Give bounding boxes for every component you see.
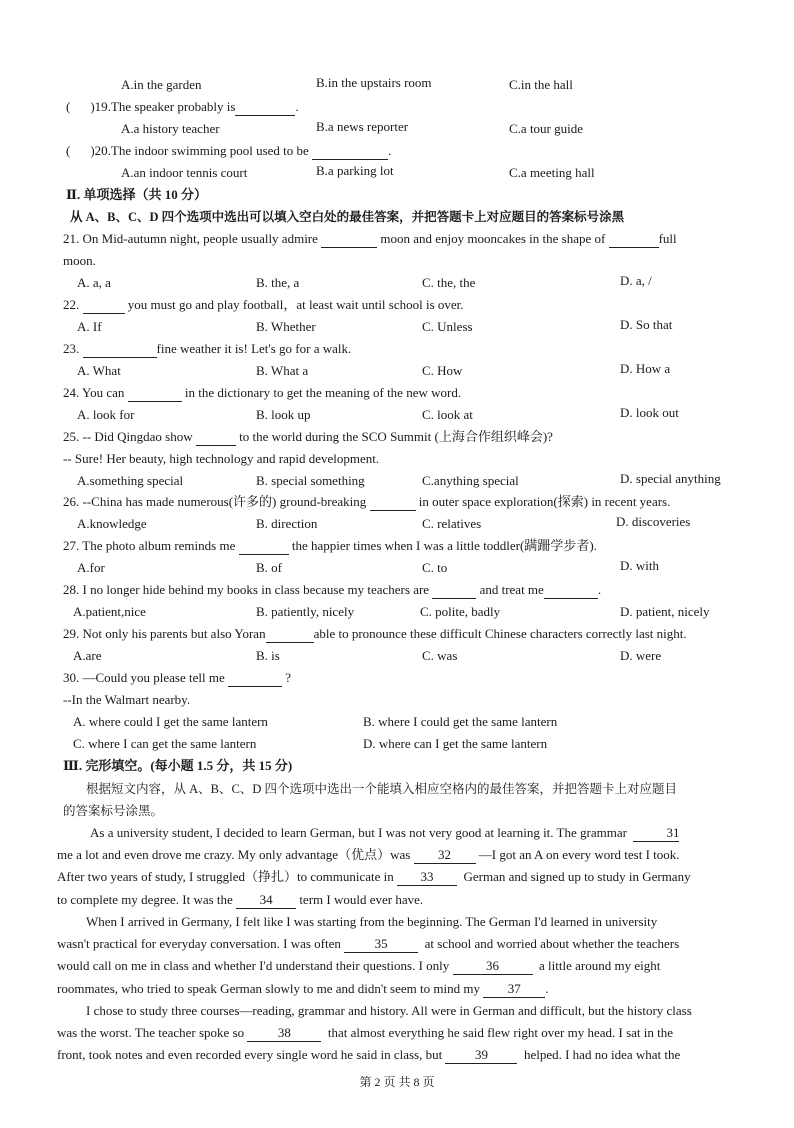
q27-option-a: A.for [77, 560, 105, 575]
passage-line: wasn't practical for everyday conversation. I was often 35 at school and worried about whether the teachers [57, 936, 680, 951]
section-2-instruction: 从 A、B、C、D 四个选项中选出可以填入空白处的最佳答案，并把答题卡上对应题目的答案标号涂黑 [70, 210, 625, 224]
q30-option-d: D. where can I get the same lantern [363, 736, 548, 751]
q30-answer-line: --In the Walmart nearby. [63, 692, 191, 707]
q21-option-b: B. the, a [256, 275, 300, 290]
q24-option-a: A. look for [77, 407, 135, 422]
section-3-instruction-line2: 的答案标号涂黑。 [63, 804, 164, 818]
q21-option-d: D. a, / [620, 273, 652, 288]
q23-option-c: C. How [422, 363, 463, 378]
q23-stem: 23. fine weather it is! Let's go for a walk. [63, 341, 352, 356]
q21-option-a: A. a, a [77, 275, 111, 290]
page-number: 第 2 页 共 8 页 [359, 1075, 435, 1089]
q24-option-d: D. look out [620, 405, 679, 420]
answer-blank [312, 143, 388, 160]
q21-stem: 21. On Mid-autumn night, people usually admire moon and enjoy mooncakes in the shape of full [63, 231, 677, 246]
q18-option-a: A.in the garden [121, 77, 202, 92]
passage-line: As a university student, I decided to learn German, but I was not very good at learning it. The grammar 31 [90, 825, 680, 840]
passage-line: me a lot and even drove me crazy. My only advantage（优点）was 32 —I got an A on every word test I took. [57, 847, 680, 862]
answer-blank [609, 231, 659, 248]
q22-option-d: D. So that [620, 317, 673, 332]
q26-stem: 26. --China has made numerous(许多的) ground-breaking in outer space exploration(探索) in recent years. [63, 494, 671, 509]
passage-line: roommates, who tried to speak German slowly to me and didn't seem to mind my 37 . [57, 981, 549, 996]
q23-option-b: B. What a [256, 363, 309, 378]
answer-blank [266, 626, 314, 643]
q22-option-a: A. If [77, 319, 102, 334]
q29-option-a: A.are [73, 648, 102, 663]
q23-option-d: D. How a [620, 361, 671, 376]
answer-blank [544, 582, 598, 599]
q25-option-a: A.something special [77, 473, 184, 488]
passage-line: was the worst. The teacher spoke so 38 that almost everything he said flew right over my head. I sat in the [57, 1025, 674, 1040]
q19-option-b: B.a news reporter [316, 119, 409, 134]
q27-stem: 27. The photo album reminds me the happier times when I was a little toddler(蹒跚学步者). [63, 538, 597, 553]
cloze-blank-36: 36 [453, 958, 533, 975]
q27-option-b: B. of [256, 560, 282, 575]
passage-line: After two years of study, I struggled（挣扎）to communicate in 33 German and signed up to study in Germany [57, 869, 691, 884]
answer-blank [83, 341, 157, 358]
q28-option-b: B. patiently, nicely [256, 604, 355, 619]
q26-option-d: D. discoveries [616, 514, 691, 529]
passage-line: I chose to study three courses—reading, grammar and history. All were in German and difficult, but the history class [86, 1003, 692, 1018]
passage-line: to complete my degree. It was the 34 term I would ever have. [57, 892, 424, 907]
answer-blank [432, 582, 476, 599]
q28-option-a: A.patient,nice [73, 604, 146, 619]
q20-stem: ( )20.The indoor swimming pool used to be . [66, 143, 392, 158]
q24-stem: 24. You can in the dictionary to get the meaning of the new word. [63, 385, 462, 400]
q26-option-c: C. relatives [422, 516, 482, 531]
q25-answer-line: -- Sure! Her beauty, high technology and rapid development. [63, 451, 380, 466]
cloze-blank-34: 34 [236, 892, 296, 909]
q30-option-b: B. where I could get the same lantern [363, 714, 558, 729]
q29-option-d: D. were [620, 648, 662, 663]
cloze-blank-31: 31 [633, 825, 679, 842]
q19-stem: ( )19.The speaker probably is . [66, 99, 299, 114]
section-2-title: Ⅱ. 单项选择（共 10 分） [66, 187, 207, 202]
q28-option-c: C. polite, badly [420, 604, 501, 619]
cloze-blank-33: 33 [397, 869, 457, 886]
q21-stem-cont: moon. [63, 253, 96, 268]
q26-option-a: A.knowledge [77, 516, 147, 531]
cloze-blank-38: 38 [247, 1025, 321, 1042]
q27-option-c: C. to [422, 560, 448, 575]
passage-line: front, took notes and even recorded every single word he said in class, but 39 helped. I had no idea what the [57, 1047, 681, 1062]
q30-option-c: C. where I can get the same lantern [73, 736, 257, 751]
q25-stem: 25. -- Did Qingdao show to the world during the SCO Summit (上海合作组织峰会)? [63, 429, 553, 444]
answer-blank [228, 670, 282, 687]
answer-blank [196, 429, 236, 446]
answer-blank [239, 538, 289, 555]
q30-option-a: A. where could I get the same lantern [73, 714, 268, 729]
section-3-instruction-line1: 根据短文内容，从 A、B、C、D 四个选项中选出一个能填入相应空格内的最佳答案，并把答题卡上对应题目 [86, 782, 677, 796]
q20-option-b: B.a parking lot [316, 163, 394, 178]
answer-blank [128, 385, 182, 402]
q20-option-c: C.a meeting hall [509, 165, 595, 180]
q19-option-c: C.a tour guide [509, 121, 584, 136]
q18-option-c: C.in the hall [509, 77, 573, 92]
q23-option-a: A. What [77, 363, 121, 378]
q22-stem: 22. you must go and play football，at least wait until school is over. [63, 297, 464, 312]
q30-stem: 30. —Could you please tell me ? [63, 670, 292, 685]
q27-option-d: D. with [620, 558, 659, 573]
q24-option-c: C. look at [422, 407, 473, 422]
q22-option-c: C. Unless [422, 319, 473, 334]
answer-blank [321, 231, 377, 248]
q21-option-c: C. the, the [422, 275, 476, 290]
cloze-blank-35: 35 [344, 936, 418, 953]
cloze-blank-37: 37 [483, 981, 545, 998]
answer-blank [235, 99, 295, 116]
q28-option-d: D. patient, nicely [620, 604, 710, 619]
q24-option-b: B. look up [256, 407, 311, 422]
answer-blank [370, 494, 416, 511]
q28-stem: 28. I no longer hide behind my books in class because my teachers are and treat me . [63, 582, 602, 597]
q26-option-b: B. direction [256, 516, 318, 531]
q29-option-c: C. was [422, 648, 458, 663]
answer-blank [83, 297, 125, 314]
q25-option-c: C.anything special [422, 473, 519, 488]
passage-line: When I arrived in Germany, I felt like I was starting from the beginning. The German I'd learned in university [86, 914, 658, 929]
q25-option-d: D. special anything [620, 471, 721, 486]
cloze-blank-32: 32 [414, 847, 476, 864]
cloze-blank-39: 39 [445, 1047, 517, 1064]
q19-option-a: A.a history teacher [121, 121, 220, 136]
section-3-title: Ⅲ. 完形填空。(每小题 1.5 分，共 15 分) [63, 758, 293, 773]
passage-line: would call on me in class and whether I'd understand their questions. I only 36 a little around my eight [57, 958, 661, 973]
q29-option-b: B. is [256, 648, 280, 663]
q20-option-a: A.an indoor tennis court [121, 165, 248, 180]
q29-stem: 29. Not only his parents but also Yoran able to pronounce these difficult Chinese characters correctly last night. [63, 626, 687, 641]
q18-option-b: B.in the upstairs room [316, 75, 432, 90]
q25-option-b: B. special something [256, 473, 365, 488]
q22-option-b: B. Whether [256, 319, 316, 334]
